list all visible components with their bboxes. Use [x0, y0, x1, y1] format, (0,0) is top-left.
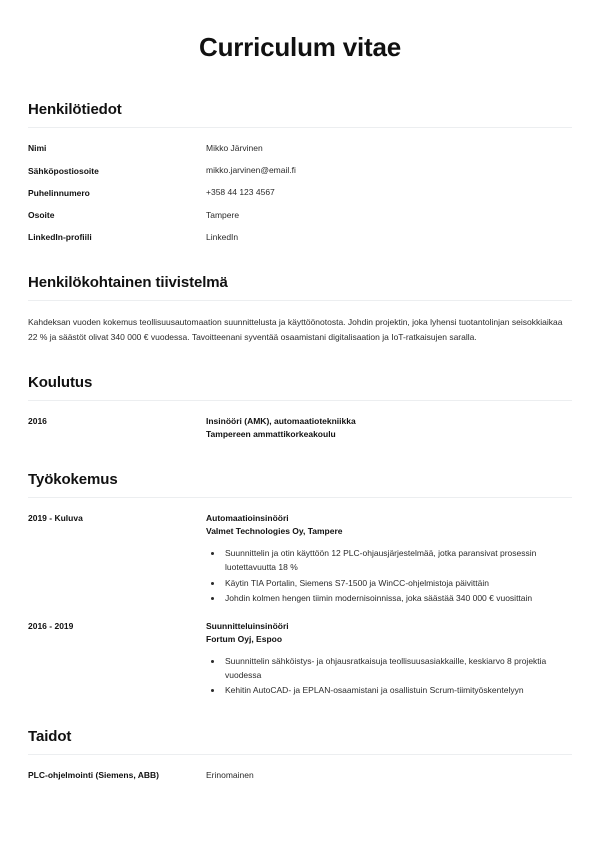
linkedin-profile-value[interactable]: LinkedIn [206, 231, 239, 242]
section-heading-skills: Taidot [28, 727, 72, 745]
section-heading-personal: Henkilötiedot [28, 101, 122, 119]
detail-row [28, 142, 572, 155]
work-date-range: 2019 - Kuluva [28, 513, 83, 523]
education-degree: Insinööri (AMK), automaatiotekniikka [206, 415, 356, 426]
work-details [206, 620, 572, 698]
section-skills [28, 728, 572, 782]
education-institution: Tampereen ammattikorkeakoulu [206, 429, 336, 440]
skill-row [28, 769, 572, 782]
work-entry [28, 620, 572, 698]
work-job-title: Suunnitteluinsinööri [206, 620, 289, 631]
work-job-title: Automaatioinsinööri [206, 513, 289, 523]
work-employer: Fortum Oyj, Espoo [206, 633, 283, 644]
list-item: • Kehitin AutoCAD- ja EPLAN-osaamistani ja osallistuin Scrum-tiimityöskentelyyn [223, 684, 572, 698]
detail-label: Sähköpostiosoite [28, 165, 99, 176]
detail-label: Osoite [28, 210, 55, 221]
section-personal-details [28, 101, 572, 244]
section-divider [28, 754, 572, 755]
section-divider [28, 300, 572, 301]
detail-value: Mikko Järvinen [206, 142, 263, 153]
work-employer: Valmet Technologies Oy, Tampere [206, 526, 343, 537]
section-divider [28, 127, 572, 128]
work-responsibility-list [206, 655, 572, 698]
detail-label: Puhelinnumero [28, 187, 90, 198]
education-details [206, 415, 572, 441]
work-responsibility-list [206, 547, 572, 605]
section-work-experience [28, 471, 572, 698]
detail-row [28, 231, 572, 244]
section-education [28, 374, 572, 441]
section-heading-experience: Työkokemus [28, 471, 118, 489]
list-item: • Käytin TIA Portalin, Siemens S7-1500 ja WinCC-ohjelmistoja päivittäin [223, 577, 572, 591]
detail-row [28, 186, 572, 199]
section-divider [28, 497, 572, 498]
work-date-range: 2016 - 2019 [28, 620, 74, 631]
section-divider [28, 400, 572, 401]
work-details [206, 512, 572, 606]
work-entry [28, 512, 572, 606]
education-date: 2016 [28, 415, 47, 426]
detail-value: +358 44 123 4567 [206, 187, 275, 198]
list-item: • Suunnittelin sähköistys- ja ohjausratkaisuja teollisuusasiakkaille, keskiarvo 8 projektia vuodessa [223, 655, 572, 682]
section-heading-education: Koulutus [28, 374, 93, 392]
detail-row [28, 209, 572, 222]
detail-value: mikko.jarvinen@email.fi [206, 165, 296, 176]
education-entry [28, 415, 572, 441]
list-item: • Suunnittelin ja otin käyttöön 12 PLC-ohjausjärjestelmää, jotka paransivat prosessin luotettavuutta 18 % [223, 547, 572, 574]
skill-level: Erinomainen [206, 769, 254, 780]
detail-label: LinkedIn-profiili [28, 232, 92, 243]
list-item: • Johdin kolmen hengen tiimin modernisoinnissa, joka säästää 340 000 € vuosittain [223, 592, 572, 606]
section-personal-summary [28, 274, 572, 344]
page-title: Curriculum vitae [199, 32, 401, 62]
skill-name: PLC-ohjelmointi (Siemens, ABB) [28, 770, 159, 781]
detail-row [28, 164, 572, 177]
summary-paragraph: Kahdeksan vuoden kokemus teollisuusautomaation suunnittelusta ja käyttöönotosta. Johdin projektin, joka lyhensi tuotantolinjan seisokkiaikaa 22 % ja säästöt olivat 340 000 € vuodessa. Tavoitteenani syventää osaamistani digitalisaation ja IoT-ratkaisujen saralla. [28, 316, 563, 342]
section-heading-summary: Henkilökohtainen tiivistelmä [28, 274, 228, 292]
detail-label: Nimi [28, 143, 47, 154]
detail-value: Tampere [206, 209, 240, 220]
